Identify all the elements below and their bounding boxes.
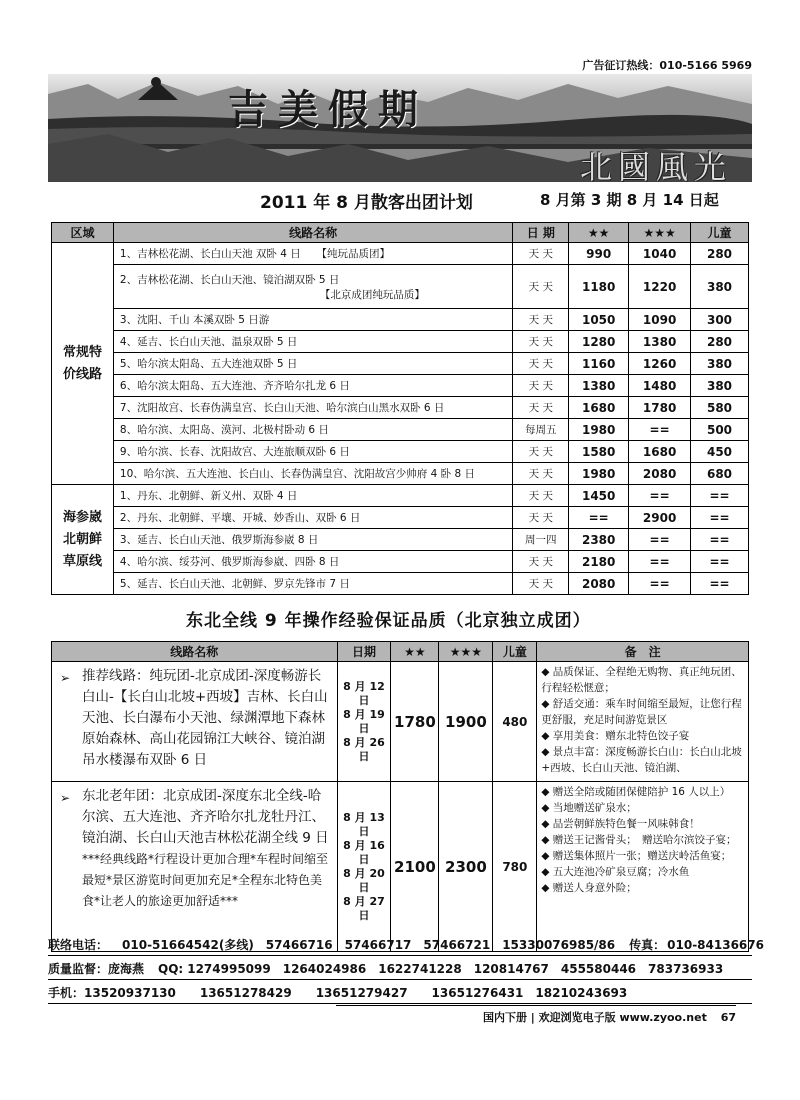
date-cell: 天 天 [513,441,569,463]
dates-cell [337,782,391,952]
phone-label: 联络电话： [48,938,109,952]
col-header: 日 期 [513,223,569,243]
table-row [52,265,749,309]
col-header: 儿童 [493,642,537,662]
table-header-row [52,642,749,662]
price-child: 580 [691,397,749,419]
supervisor-label: 质量监督： [48,962,109,976]
route-text: 10、哈尔滨、五大连池、长白山、长春伪满皇宫、沈阳故宫少帅府 4 卧 8 日 [119,468,475,480]
featured-routes-table [51,641,749,952]
price-child: == [691,529,749,551]
date-cell: 每周五 [513,419,569,441]
route-text: 8、哈尔滨、太阳岛、漠河、北极村卧动 6 日 [119,424,329,436]
remark-item: ◆ 五大连池冷矿泉豆腐；冷水鱼 [541,866,690,878]
price-child: == [691,573,749,595]
departure-date: 8 月 26 日 [343,735,385,763]
price-2star: 1280 [569,331,629,353]
price-3star: 1040 [629,243,691,265]
price-3star: 1780 [629,397,691,419]
phone-numbers: 010-51664542(多线) 57466716 57466717 57466721 15330076985/86 [122,938,616,952]
remark-item: ◆ 赠送人身意外险； [541,882,637,894]
route-name [113,529,512,551]
route-name [113,441,512,463]
dates-cell [337,662,391,782]
date-cell: 天 天 [513,331,569,353]
route-name [113,353,512,375]
remark-item: ◆ 赠送全陪或随团保健陪护 16 人以上） [541,786,731,798]
route-text: 2、丹东、北朝鲜、平壤、开城、妙香山、双卧 6 日 [119,512,361,524]
table-row [52,331,749,353]
contact-mobiles [48,982,752,1004]
table-row [52,573,749,595]
col-header: ★★★ [439,642,493,662]
col-header: 备 注 [537,642,749,662]
route-name [113,485,512,507]
route-text: 5、延吉、长白山天池、北朝鲜、罗京先锋市 7 日 [119,578,350,590]
route-text: 4、哈尔滨、绥芬河、俄罗斯海参崴、四卧 8 日 [119,556,340,568]
price-child: 300 [691,309,749,331]
banner [48,74,752,182]
price-child: 680 [691,463,749,485]
route-text: 2、吉林松花湖、长白山天池、镜泊湖双卧 5 日 [119,273,340,286]
price-3star: 1900 [439,662,493,782]
col-header: 日期 [337,642,391,662]
arrow-icon: ➢ [60,671,71,685]
date-cell: 天 天 [513,265,569,309]
date-cell: 天 天 [513,243,569,265]
price-child: == [691,507,749,529]
route-text: 4、延吉、长白山天池、温泉双卧 5 日 [119,336,298,348]
price-2star: 2380 [569,529,629,551]
route-name [113,397,512,419]
route-text: 3、延吉、长白山天池、俄罗斯海参崴 8 日 [119,534,319,546]
price-3star: == [629,485,691,507]
date-cell: 天 天 [513,309,569,331]
route-name [113,309,512,331]
date-cell: 天 天 [513,507,569,529]
package-route: 东北老年团：北京成团-深度东北全线-哈尔滨、五大连池、齐齐哈尔扎龙牡丹江、镜泊湖、长白山天池吉林松花湖全线 9 日 [82,788,329,846]
price-2star: 1980 [569,463,629,485]
price-3star: 2080 [629,463,691,485]
qq-label: QQ: [158,962,184,976]
price-child: 380 [691,375,749,397]
price-child: == [691,485,749,507]
price-2star: 2080 [569,573,629,595]
mobile-numbers: 13520937130 13651278429 13651279427 13651276431 18210243693 [84,986,628,1000]
table-row [52,353,749,375]
fax-label: 传真： [629,938,666,952]
remark-item: ◆ 舒适交通：乘车时间缩至最短，让您行程更舒服，充足时间游览景区 [541,698,742,726]
route-name [113,573,512,595]
route-text: 3、沈阳、千山 本溪双卧 5 日游 [119,314,270,326]
route-text: 9、哈尔滨、长春、沈阳故宫、大连旅顺双卧 6 日 [119,446,350,458]
route-name [113,551,512,573]
price-child: 280 [691,331,749,353]
col-header: 线路名称 [52,642,338,662]
route-name [113,331,512,353]
page-footer [336,1005,736,1025]
table-row [52,243,749,265]
package-highlights: ***经典线路*行程设计更加合理*车程时间缩至最短*景区游览时间更加充足*全程东北特色美食*让老人的旅途更加舒适*** [82,852,329,908]
mobile-label: 手机： [48,986,85,1000]
remark-item: ◆ 当地赠送矿泉水； [541,802,637,814]
page-number: 67 [720,1011,736,1024]
col-header: ★★ [569,223,629,243]
price-child: 780 [493,782,537,952]
departure-date: 8 月 16 日 [343,838,385,866]
price-2star: 1580 [569,441,629,463]
brand-tagline: 北國風光 [579,148,732,182]
date-cell: 天 天 [513,353,569,375]
footer-text: 国内下册 | 欢迎浏览电子版 www.zyoo.net [482,1011,707,1024]
table-row [52,397,749,419]
price-2star: 1050 [569,309,629,331]
departure-date: 8 月 12 日 [343,679,385,707]
price-3star: == [629,419,691,441]
route-name [113,507,512,529]
date-cell: 天 天 [513,551,569,573]
date-cell: 天 天 [513,485,569,507]
price-3star: 1260 [629,353,691,375]
region-cell: 海参崴北朝鲜草原线 [52,485,114,595]
date-cell: 天 天 [513,375,569,397]
route-text: 5、哈尔滨太阳岛、五大连池双卧 5 日 [119,358,298,370]
table-row [52,309,749,331]
table-row [52,485,749,507]
price-2star: 1980 [569,419,629,441]
departure-date: 8 月 27 日 [343,894,385,922]
brand-title: 吉美假期 [228,86,428,133]
table-row [52,529,749,551]
price-2star: 1380 [569,375,629,397]
col-header: ★★★ [629,223,691,243]
table-row [52,551,749,573]
remark-item: ◆ 品质保证、全程绝无购物、真正纯玩团、行程轻松惬意； [541,666,742,694]
route-name [113,419,512,441]
table-row [52,782,749,952]
date-cell: 周一四 [513,529,569,551]
package-route: 推荐线路：纯玩团-北京成团-深度畅游长白山-【长白山北坡+西坡】吉林、长白山天池、长白瀑布小天池、绿渊潭地下森林 原始森林、高山花园锦江大峡谷、镜泊湖吊水楼瀑布双卧 6 日 [82,668,328,768]
price-child: 480 [493,662,537,782]
price-3star: == [629,529,691,551]
arrow-icon: ➢ [60,791,71,805]
date-cell: 天 天 [513,397,569,419]
remarks-cell [537,662,749,782]
price-3star: 1480 [629,375,691,397]
price-3star: 1680 [629,441,691,463]
table-row [52,375,749,397]
route-name [113,463,512,485]
table-row [52,419,749,441]
price-2star: == [569,507,629,529]
price-3star: 1090 [629,309,691,331]
route-name [113,265,512,309]
remarks-cell [537,782,749,952]
price-2star: 2180 [569,551,629,573]
price-child: 450 [691,441,749,463]
contact-phones [48,934,764,956]
price-3star: 1220 [629,265,691,309]
date-cell: 天 天 [513,463,569,485]
qq-numbers: 1274995099 1264024986 1622741228 120814767 455580446 783736933 [187,962,724,976]
fax-number: 010-84136676 [667,938,764,952]
price-child: 280 [691,243,749,265]
remark-item: ◆ 赠送王记酱骨头； 赠送哈尔滨饺子宴； [541,834,737,846]
price-child: 380 [691,353,749,375]
regular-routes-table [51,222,749,595]
route-name [113,243,512,265]
price-3star: == [629,573,691,595]
ad-hotline: 广告征订热线：010-5166 5969 [582,59,752,72]
price-3star: 2900 [629,507,691,529]
plan-subtitle: 8 月第 3 期 8 月 14 日起 [540,191,719,209]
table-row [52,463,749,485]
plan-title: 2011 年 8 月散客出团计划 [260,193,473,213]
section-title: 东北全线 9 年操作经验保证品质（北京独立成团） [186,611,591,631]
route-note: 【北京成团纯玩品质】 [319,288,425,301]
table-header-row [52,223,749,243]
remark-item: ◆ 品尝朝鲜族特色餐一风味韩食！ [541,818,700,830]
supervisor-name: 庞海燕 [108,962,145,976]
route-text: 7、沈阳故宫、长春伪满皇宫、长白山天池、哈尔滨白山黑水双卧 6 日 [119,402,445,414]
table-row [52,507,749,529]
price-2star: 2100 [391,782,439,952]
date-cell: 天 天 [513,573,569,595]
price-3star: 2300 [439,782,493,952]
price-2star: 990 [569,243,629,265]
col-header: 线路名称 [113,223,512,243]
region-cell: 常规特价线路 [52,243,114,485]
price-2star: 1180 [569,265,629,309]
route-text: 1、丹东、北朝鲜、新义州、双卧 4 日 [119,490,298,502]
col-header: ★★ [391,642,439,662]
route-text: 1、吉林松花湖、长白山天池 双卧 4 日 【纯玩品质团】 [119,248,391,260]
table-row [52,662,749,782]
remark-item: ◆ 赠送集体照片一张；赠送庆岭活鱼宴； [541,850,732,862]
price-child: 500 [691,419,749,441]
departure-date: 8 月 20 日 [343,866,385,894]
price-2star: 1680 [569,397,629,419]
price-child: == [691,551,749,573]
price-2star: 1450 [569,485,629,507]
price-2star: 1780 [391,662,439,782]
package-cell [52,782,338,952]
route-name [113,375,512,397]
package-cell [52,662,338,782]
col-header: 区域 [52,223,114,243]
route-text: 6、哈尔滨太阳岛、五大连池、齐齐哈尔扎龙 6 日 [119,380,350,392]
col-header: 儿童 [691,223,749,243]
table-row [52,441,749,463]
contact-supervisor [48,958,752,980]
departure-date: 8 月 19 日 [343,707,385,735]
price-child: 380 [691,265,749,309]
price-2star: 1160 [569,353,629,375]
departure-date: 8 月 13 日 [343,810,385,838]
remark-item: ◆ 享用美食：赠东北特色饺子宴 [541,730,690,742]
price-3star: 1380 [629,331,691,353]
price-3star: == [629,551,691,573]
remark-item: ◆ 景点丰富：深度畅游长白山：长白山北坡+西坡、长白山天池、镜泊湖、 [541,746,742,774]
